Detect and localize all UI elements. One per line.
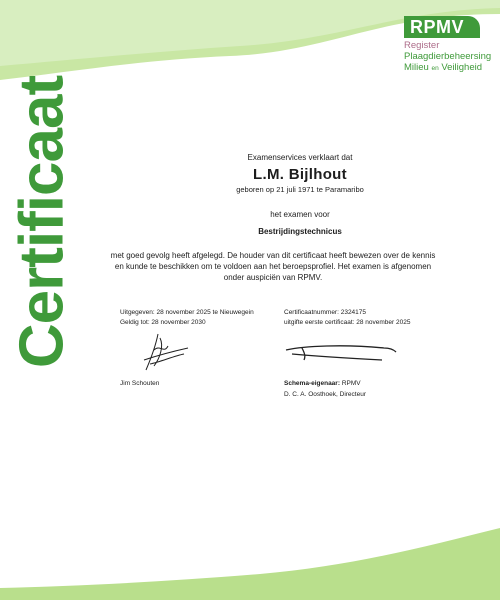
exam-intro: het examen voor: [270, 210, 330, 219]
birth-info: geboren op 21 juli 1971 te Paramaribo: [236, 185, 364, 194]
logo-line-3: [404, 62, 496, 74]
logo-line-3-b: en: [431, 65, 439, 72]
right-signer-name: D. C. A. Oosthoek, Directeur: [284, 391, 367, 398]
holder-name: L.M. Bijlhout: [253, 166, 347, 183]
logo-register: Register: [404, 40, 440, 51]
certificate-body: met goed gevolg heeft afgelegd. De houder van dit certificaat heeft bewezen over de kennis en kunde te beschikken om te voldoen aan het beroepsprofiel. Het examen is afgenomen onder auspiciën van RPMV.: [110, 251, 436, 282]
bottom-band-light: [0, 528, 500, 600]
bottom-decorative-band: [0, 528, 500, 600]
left-signer-name: Jim Schouten: [120, 380, 160, 387]
logo-line-3-c: Veiligheid: [441, 62, 482, 73]
right-signature: [284, 336, 404, 366]
side-title-text: Certificaat: [7, 75, 77, 369]
declaration-text: Examenservices verklaart dat: [247, 153, 353, 162]
scheme-owner: [284, 380, 361, 387]
first-issue-date: uitgifte eerste certificaat: 28 november 2025: [284, 319, 411, 326]
exam-title: Bestrijdingstechnicus: [258, 227, 342, 236]
valid-until: Geldig tot: 28 november 2030: [120, 319, 206, 326]
certificate-number: Certificaatnummer: 2324175: [284, 309, 367, 316]
logo-box: [404, 16, 480, 38]
rpmv-logo: [404, 16, 496, 74]
issued-info: Uitgegeven: 28 november 2025 te Nieuwegein: [120, 309, 254, 316]
scheme-owner-org: RPMV: [341, 380, 361, 387]
left-signature: [130, 330, 200, 376]
logo-text: RPMV: [410, 17, 465, 37]
logo-line-3-a: Milieu: [404, 62, 429, 73]
logo-line-2: Plaagdierbeheersing: [404, 51, 492, 62]
scheme-owner-label: Schema-eigenaar:: [284, 380, 340, 387]
